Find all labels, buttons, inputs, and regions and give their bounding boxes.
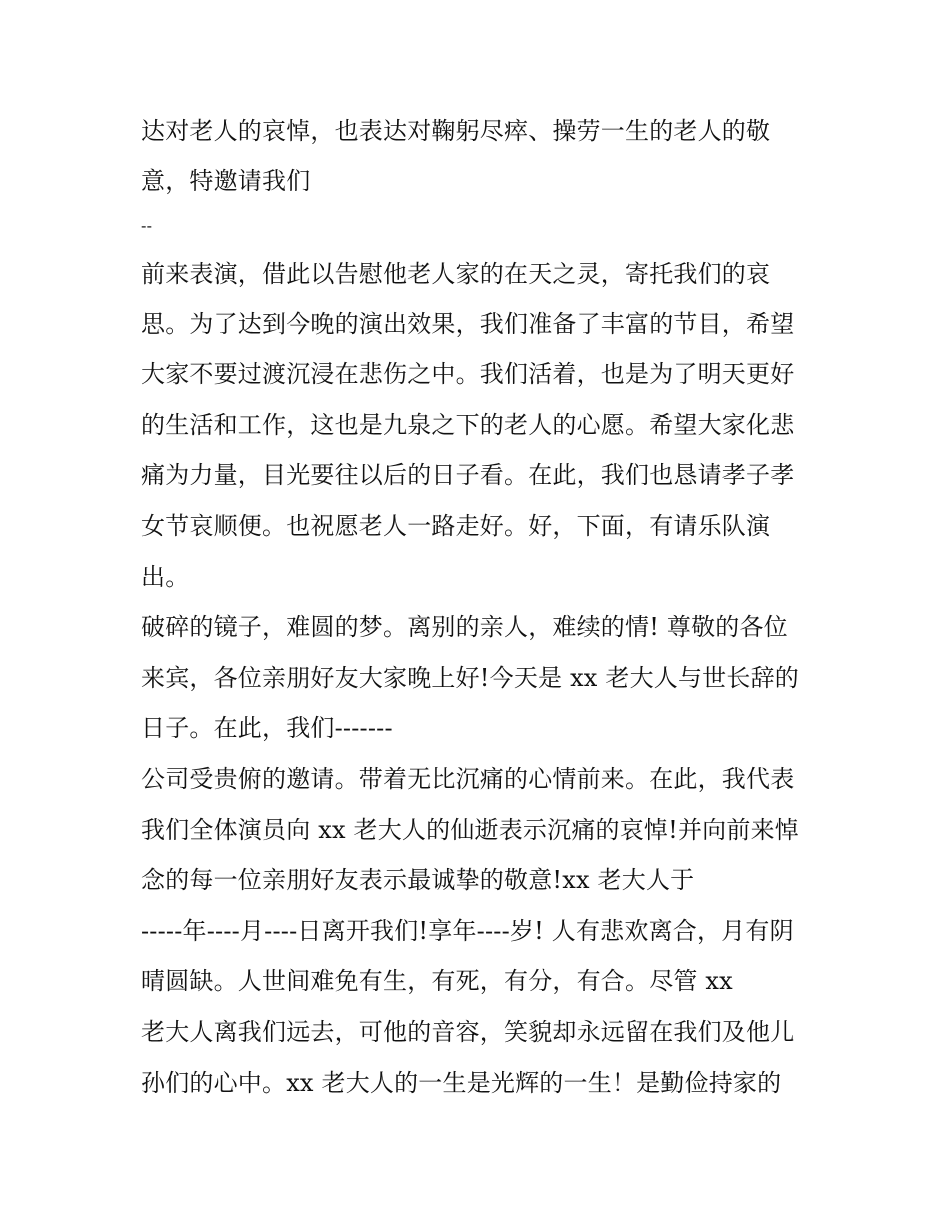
- text-line: 破碎的镜子，难圆的梦。离别的亲人，难续的情! 尊敬的各位: [141, 613, 788, 641]
- text-line: 日子。在此，我们-------: [141, 714, 393, 742]
- text-line: 意，特邀请我们: [141, 167, 311, 195]
- text-line: 出。: [141, 563, 190, 591]
- text-line: 痛为力量，目光要往以后的日子看。在此，我们也恳请孝子孝: [141, 461, 795, 489]
- text-line: 女节哀顺便。也祝愿老人一路走好。好，下面，有请乐队演: [141, 512, 771, 540]
- text-line: 大家不要过渡沉浸在悲伤之中。我们活着，也是为了明天更好: [141, 360, 795, 388]
- separator-line: --: [141, 216, 153, 235]
- text-line: 公司受贵俯的邀请。带着无比沉痛的心情前来。在此，我代表: [141, 765, 795, 793]
- text-line: 晴圆缺。人世间难免有生，有死，有分，有合。尽管 xx: [141, 967, 733, 995]
- text-line: 念的每一位亲朋好友表示最诚挚的敬意!xx 老大人于: [141, 866, 695, 894]
- text-line: 老大人离我们远去，可他的音容，笑貌却永远留在我们及他儿: [141, 1018, 795, 1046]
- text-line: 我们全体演员向 xx 老大人的仙逝表示沉痛的哀悼!并向前来悼: [141, 816, 799, 844]
- text-line: 的生活和工作，这也是九泉之下的老人的心愿。希望大家化悲: [141, 411, 795, 439]
- text-line: 孙们的心中。xx 老大人的一生是光辉的一生！是勤俭持家的: [141, 1069, 782, 1097]
- text-line: 思。为了达到今晚的演出效果，我们准备了丰富的节目，希望: [141, 310, 795, 338]
- text-line: 达对老人的哀悼，也表达对鞠躬尽瘁、操劳一生的老人的敬: [141, 117, 771, 145]
- text-line: 前来表演，借此以告慰他老人家的在天之灵，寄托我们的哀: [141, 260, 771, 288]
- text-line: 来宾，各位亲朋好友大家晚上好!今天是 xx 老大人与世长辞的: [141, 664, 799, 692]
- text-line: -----年----月----日离开我们!享年----岁! 人有悲欢离合，月有阴: [141, 917, 794, 945]
